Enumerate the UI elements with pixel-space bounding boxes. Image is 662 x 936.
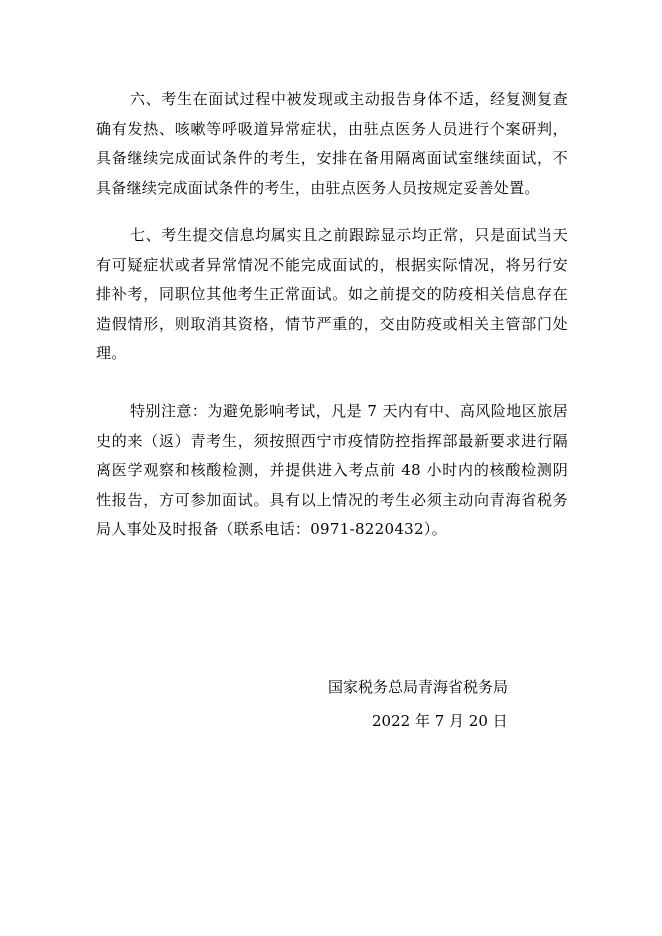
signature-date: 2022 年 7 月 20 日 — [372, 712, 508, 730]
paragraph-seven: 七、考生提交信息均属实且之前跟踪显示均正常，只是面试当天有可疑症状或者异常情况不能完成面试的，根据实际情况，将另行安排补考，同职位其他考生正常面试。如之前提交的防疫相关信息存在造假情形，则取消其资格，情节严重的，交由防疫或相关主管部门处理。 — [96, 226, 568, 362]
special-notice-paragraph: 特别注意：为避免影响考试，凡是 7 天内有中、高风险地区旅居史的来（返）青考生，须按照西宁市疫情防控指挥部最新要求进行隔离医学观察和核酸检测，并提供进入考点前 48 小时内的核酸检测阴性报告，方可参加面试。具有以上情况的考生必须主动向青海省税务局人事处及时报备（联系电话：0971-8220432）。 — [96, 402, 568, 538]
signature-organization: 国家税务总局青海省税务局 — [328, 678, 509, 696]
paragraph-six: 六、考生在面试过程中被发现或主动报告身体不适，经复测复查确有发热、咳嗽等呼吸道异常症状，由驻点医务人员进行个案研判，具备继续完成面试条件的考生，安排在备用隔离面试室继续面试，不具备继续完成面试条件的考生，由驻点医务人员按规定妥善处置。 — [96, 90, 568, 197]
